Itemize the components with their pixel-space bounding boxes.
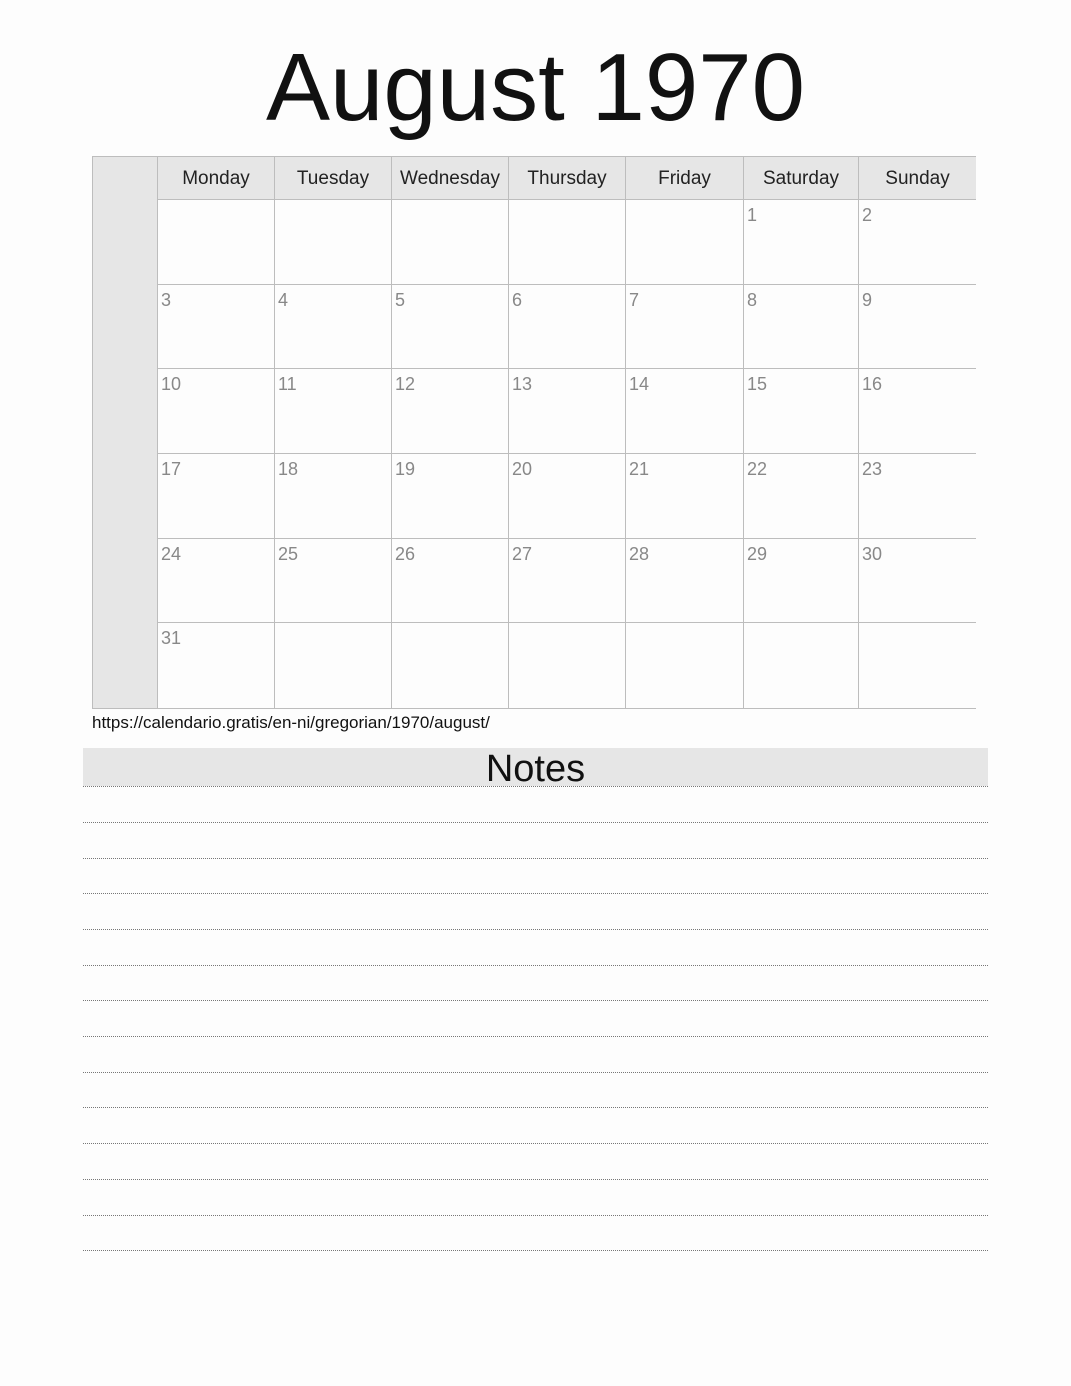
day-cell [744, 369, 859, 454]
note-line [83, 965, 988, 966]
day-cell [626, 369, 744, 454]
day-cell [392, 539, 509, 624]
day-cell [158, 454, 275, 539]
note-line [83, 786, 988, 787]
day-cell [744, 285, 859, 370]
day-number: 14 [629, 374, 650, 395]
day-number: 8 [747, 289, 758, 310]
day-cell [275, 369, 392, 454]
day-cell [509, 285, 626, 370]
notes-heading: Notes [83, 748, 988, 786]
weekday-thursday: Thursday [509, 157, 626, 200]
day-cell [626, 285, 744, 370]
day-cell [275, 623, 392, 708]
day-cell [744, 539, 859, 624]
day-cell [859, 539, 976, 624]
weekday-wednesday: Wednesday [392, 157, 509, 200]
day-number: 6 [512, 289, 523, 310]
day-cell [392, 454, 509, 539]
day-cell [744, 623, 859, 708]
day-number: 1 [747, 205, 758, 225]
day-number: 7 [629, 289, 640, 310]
day-number: 13 [512, 374, 533, 395]
day-number: 29 [747, 543, 768, 564]
note-line [83, 822, 988, 823]
note-line [83, 893, 988, 894]
day-cell [626, 454, 744, 539]
note-line [83, 1000, 988, 1001]
day-cell [275, 539, 392, 624]
day-cell [509, 539, 626, 624]
weekday-sunday: Sunday [885, 168, 950, 189]
day-cell [158, 539, 275, 624]
weekday-monday: Monday [158, 157, 275, 200]
note-line [83, 1072, 988, 1073]
note-line [83, 1107, 988, 1108]
day-number: 19 [395, 458, 416, 479]
day-number: 10 [161, 374, 182, 395]
day-cell [392, 623, 509, 708]
note-line [83, 1143, 988, 1144]
day-cell [509, 454, 626, 539]
day-number: 27 [512, 543, 533, 564]
day-number: 3 [161, 289, 172, 310]
day-cell [158, 369, 275, 454]
weekday-header-row [158, 157, 976, 200]
day-number: 2 [862, 205, 873, 225]
day-number: 28 [629, 543, 650, 564]
day-cell [509, 200, 626, 285]
day-number: 12 [395, 374, 416, 395]
note-line [83, 1215, 988, 1216]
day-cell [158, 623, 275, 708]
day-number: 17 [161, 458, 182, 479]
day-number: 18 [278, 458, 299, 479]
weekday-tuesday: Tuesday [275, 157, 392, 200]
day-number: 9 [862, 289, 873, 310]
day-cell [859, 369, 976, 454]
day-cell [158, 200, 275, 285]
day-number: 15 [747, 374, 768, 395]
day-cell [744, 454, 859, 539]
day-cell [626, 539, 744, 624]
calendar-table [92, 156, 976, 709]
day-cell [626, 623, 744, 708]
weekday-friday: Friday [626, 157, 744, 200]
day-number: 5 [395, 289, 406, 310]
source-url: https://calendario.gratis/en-ni/gregorian/1970/august/ [92, 713, 490, 732]
note-line [83, 1036, 988, 1037]
day-cell [859, 623, 976, 708]
day-number: 20 [512, 458, 533, 479]
day-number: 23 [862, 458, 883, 479]
weekday-saturday: Saturday [744, 157, 859, 200]
note-line [83, 1250, 988, 1251]
day-cell [392, 285, 509, 370]
day-cell [626, 200, 744, 285]
day-number: 25 [278, 543, 299, 564]
day-cell [392, 200, 509, 285]
day-cell [859, 454, 976, 539]
week-number-column [93, 157, 158, 708]
day-cell [859, 285, 976, 370]
note-line [83, 858, 988, 859]
day-cell [859, 200, 976, 285]
day-cell [509, 369, 626, 454]
day-number: 24 [161, 543, 182, 564]
note-line [83, 929, 988, 930]
calendar-title: August 1970 [265, 34, 806, 141]
day-number: 26 [395, 543, 416, 564]
day-cell [275, 285, 392, 370]
day-number: 11 [278, 374, 297, 395]
day-number: 4 [278, 289, 289, 310]
day-number: 22 [747, 458, 768, 479]
day-number: 31 [161, 628, 182, 649]
day-cell [158, 285, 275, 370]
day-cell [509, 623, 626, 708]
day-grid [158, 200, 976, 708]
day-cell [275, 454, 392, 539]
note-line [83, 1179, 988, 1180]
day-number: 21 [629, 458, 650, 479]
day-cell [392, 369, 509, 454]
day-number: 30 [862, 543, 883, 564]
day-number: 16 [862, 374, 883, 395]
day-cell [275, 200, 392, 285]
day-cell [744, 200, 859, 285]
